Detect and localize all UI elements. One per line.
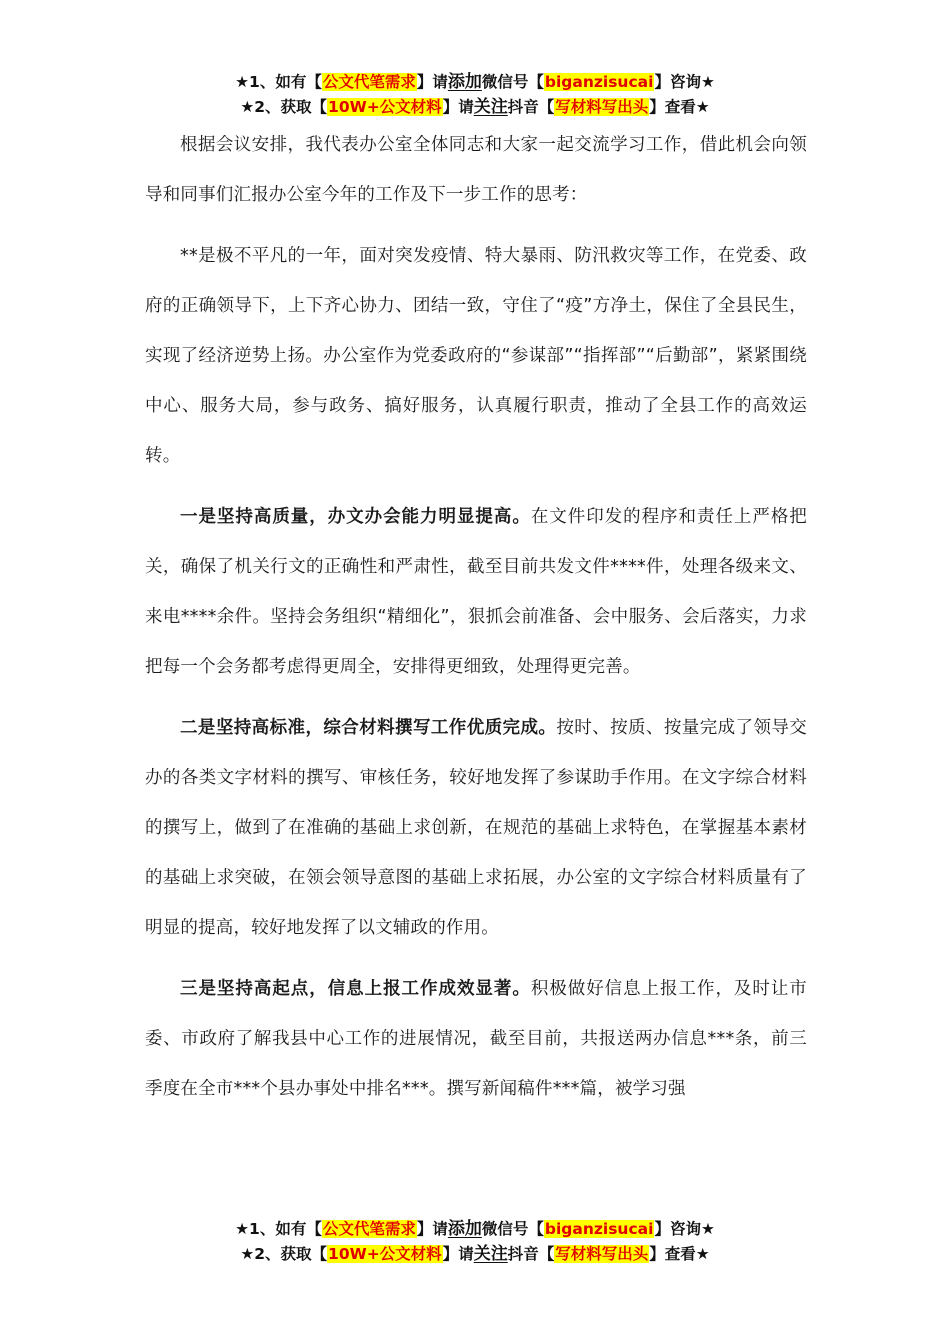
banner-underlined: 添加	[447, 1219, 482, 1239]
banner-text: 】咨询★	[654, 73, 715, 91]
paragraph-point-2	[145, 703, 807, 953]
point-1-heading: 一是坚持高质量，办文办会能力明显提高。	[180, 507, 531, 527]
banner-text: 】请	[416, 73, 448, 91]
banner-highlight: biganzisucai	[544, 1220, 654, 1238]
top-banner	[0, 70, 950, 120]
point-1-text: 在文件印发的程序和责任上严格把关，确保了机关行文的正确性和严肃性，截至目前共发文件****件，处理各级来文、来电****余件。坚持会务组织“精细化”，狠抓会前准备、会中服务、会后落实，力求把每一个会务都考虑得更周全，安排得更细致，处理得更完善。	[145, 507, 807, 677]
paragraph-point-1	[145, 492, 807, 692]
point-2-text: 按时、按质、按量完成了领导交办的各类文字材料的撰写、审核任务，较好地发挥了参谋助手作用。在文字综合材料的撰写上，做到了在准确的基础上求创新，在规范的基础上求特色，在掌握基本素材的基础上求突破，在领会领导意图的基础上求拓展，办公室的文字综合材料质量有了明显的提高，较好地发挥了以文辅政的作用。	[145, 718, 807, 938]
banner-text: ★1、如有【	[235, 1220, 322, 1238]
banner-text: 】咨询★	[654, 1220, 715, 1238]
banner-highlight: 10W+公文材料	[328, 1245, 442, 1263]
paragraph-overview: **是极不平凡的一年，面对突发疫情、特大暴雨、防汛救灾等工作，在党委、政府的正确领导下，上下齐心协力、团结一致，守住了“疫”方净土，保住了全县民生，实现了经济逆势上扬。办公室作为党委政府的“参谋部”“指挥部”“后勤部”，紧紧围绕中心、服务大局，参与政务、搞好服务，认真履行职责，推动了全县工作的高效运转。	[145, 246, 807, 466]
paragraph-point-3	[145, 964, 807, 1114]
banner-text: 抖音【	[507, 98, 555, 116]
banner-line-2	[0, 95, 950, 120]
banner-highlight: 写材料写出头	[555, 1245, 649, 1263]
banner-text: 】查看★	[649, 98, 710, 116]
banner-highlight: biganzisucai	[544, 73, 654, 91]
point-3-text: 积极做好信息上报工作，及时让市委、市政府了解我县中心工作的进展情况，截至目前，共报送两办信息***条，前三季度在全市***个县办事处中排名***。撰写新闻稿件***篇，被学习强	[145, 979, 807, 1099]
banner-underlined: 添加	[447, 72, 482, 92]
banner-text: 微信号【	[481, 73, 544, 91]
banner-highlight: 公文代笔需求	[322, 1220, 416, 1238]
bottom-banner	[0, 1217, 950, 1267]
point-2-heading: 二是坚持高标准，综合材料撰写工作优质完成。	[180, 718, 557, 738]
banner-line-1	[0, 1217, 950, 1242]
banner-text: ★2、获取【	[240, 98, 328, 116]
banner-text: 】请	[442, 98, 474, 116]
banner-text: 】请	[442, 1245, 474, 1263]
banner-text: 微信号【	[481, 1220, 544, 1238]
banner-highlight: 写材料写出头	[555, 98, 649, 116]
banner-line-2	[0, 1242, 950, 1267]
banner-text: ★1、如有【	[235, 73, 322, 91]
banner-text: ★2、获取【	[240, 1245, 328, 1263]
paragraph-intro: 根据会议安排，我代表办公室全体同志和大家一起交流学习工作，借此机会向领导和同事们汇报办公室今年的工作及下一步工作的思考：	[145, 135, 807, 205]
banner-underlined: 关注	[473, 1244, 508, 1264]
banner-text: 】查看★	[649, 1245, 710, 1263]
banner-underlined: 关注	[473, 97, 508, 117]
banner-text: 抖音【	[507, 1245, 555, 1263]
banner-highlight: 10W+公文材料	[328, 98, 442, 116]
point-3-heading: 三是坚持高起点，信息上报工作成效显著。	[180, 979, 531, 999]
banner-text: 】请	[416, 1220, 448, 1238]
banner-line-1	[0, 70, 950, 95]
banner-highlight: 公文代笔需求	[322, 73, 416, 91]
document-body	[145, 120, 807, 1114]
